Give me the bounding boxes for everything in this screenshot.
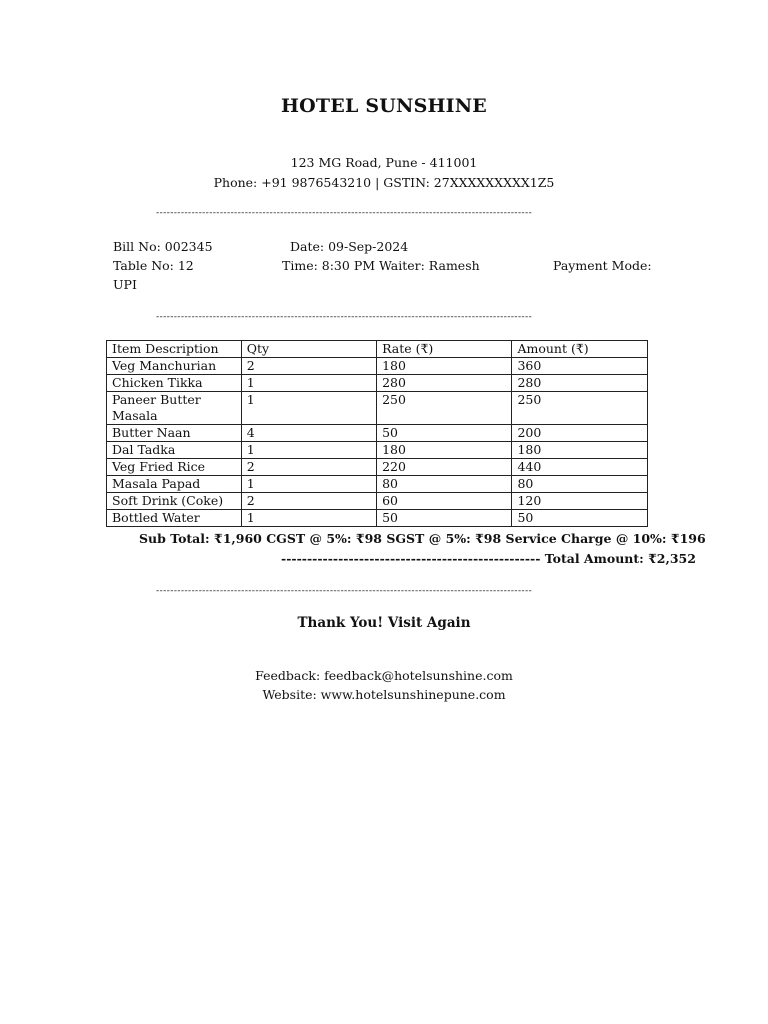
table-cell: 50 bbox=[377, 425, 512, 442]
table-row bbox=[107, 459, 648, 476]
table-cell: Bottled Water bbox=[107, 510, 242, 527]
table-cell: Chicken Tikka bbox=[107, 375, 242, 392]
table-cell: 1 bbox=[241, 392, 376, 425]
table-cell: 60 bbox=[377, 493, 512, 510]
website: Website: www.hotelsunshinepune.com bbox=[262, 687, 506, 702]
column-header: Qty bbox=[241, 341, 376, 358]
column-header: Amount (₹) bbox=[512, 341, 648, 358]
table-cell: 120 bbox=[512, 493, 648, 510]
column-header: Rate (₹) bbox=[377, 341, 512, 358]
table-cell: 250 bbox=[512, 392, 648, 425]
separator-line: ---------------------------------------------------------------------------------------------------------- bbox=[156, 208, 533, 218]
table-cell: Butter Naan bbox=[107, 425, 242, 442]
hotel-name: HOTEL SUNSHINE bbox=[281, 95, 487, 117]
table-row bbox=[107, 375, 648, 392]
table-cell: 1 bbox=[241, 442, 376, 459]
separator-line: ---------------------------------------------------------------------------------------------------------- bbox=[156, 586, 533, 596]
table-cell: Veg Manchurian bbox=[107, 358, 242, 375]
table-row bbox=[107, 425, 648, 442]
table-cell: Dal Tadka bbox=[107, 442, 242, 459]
table-cell: 2 bbox=[241, 459, 376, 476]
table-cell: 180 bbox=[512, 442, 648, 459]
table-cell: 50 bbox=[377, 510, 512, 527]
table-cell: 250 bbox=[377, 392, 512, 425]
table-cell: Masala Papad bbox=[107, 476, 242, 493]
hotel-contact: Phone: +91 9876543210 | GSTIN: 27XXXXXXXXX1Z5 bbox=[213, 175, 555, 190]
table-cell: 1 bbox=[241, 476, 376, 493]
table-cell: 360 bbox=[512, 358, 648, 375]
table-cell: Soft Drink (Coke) bbox=[107, 493, 242, 510]
payment-mode-value: UPI bbox=[113, 277, 137, 292]
table-cell: 80 bbox=[377, 476, 512, 493]
time-waiter: Time: 8:30 PM Waiter: Ramesh bbox=[282, 258, 480, 273]
table-cell: 80 bbox=[512, 476, 648, 493]
bill-date: Date: 09-Sep-2024 bbox=[290, 239, 409, 254]
total-amount: -------------------------------------------------- Total Amount: ₹2,352 bbox=[281, 551, 696, 566]
table-cell: 180 bbox=[377, 358, 512, 375]
table-cell: 50 bbox=[512, 510, 648, 527]
table-cell: 180 bbox=[377, 442, 512, 459]
table-cell: 440 bbox=[512, 459, 648, 476]
items-table bbox=[106, 340, 648, 527]
table-cell: 2 bbox=[241, 493, 376, 510]
table-number: Table No: 12 bbox=[113, 258, 194, 273]
table-cell: 280 bbox=[512, 375, 648, 392]
table-row bbox=[107, 476, 648, 493]
feedback-email: Feedback: feedback@hotelsunshine.com bbox=[255, 668, 513, 683]
payment-mode-label: Payment Mode: bbox=[553, 258, 652, 273]
thank-you-message: Thank You! Visit Again bbox=[297, 615, 471, 631]
table-cell: 1 bbox=[241, 375, 376, 392]
column-header: Item Description bbox=[107, 341, 242, 358]
table-cell: Paneer Butter Masala bbox=[107, 392, 242, 425]
table-cell: 200 bbox=[512, 425, 648, 442]
table-cell: Veg Fried Rice bbox=[107, 459, 242, 476]
bill-number: Bill No: 002345 bbox=[113, 239, 213, 254]
table-cell: 1 bbox=[241, 510, 376, 527]
table-cell: 280 bbox=[377, 375, 512, 392]
table-row bbox=[107, 510, 648, 527]
table-row bbox=[107, 358, 648, 375]
separator-line: ---------------------------------------------------------------------------------------------------------- bbox=[156, 312, 533, 322]
table-cell: 4 bbox=[241, 425, 376, 442]
table-cell: 220 bbox=[377, 459, 512, 476]
table-row bbox=[107, 493, 648, 510]
hotel-address: 123 MG Road, Pune - 411001 bbox=[290, 155, 478, 170]
table-row bbox=[107, 442, 648, 459]
table-cell: 2 bbox=[241, 358, 376, 375]
table-row bbox=[107, 392, 648, 425]
table-header-row bbox=[107, 341, 648, 358]
subtotal-taxes: Sub Total: ₹1,960 CGST @ 5%: ₹98 SGST @ 5%: ₹98 Service Charge @ 10%: ₹196 bbox=[139, 531, 706, 546]
